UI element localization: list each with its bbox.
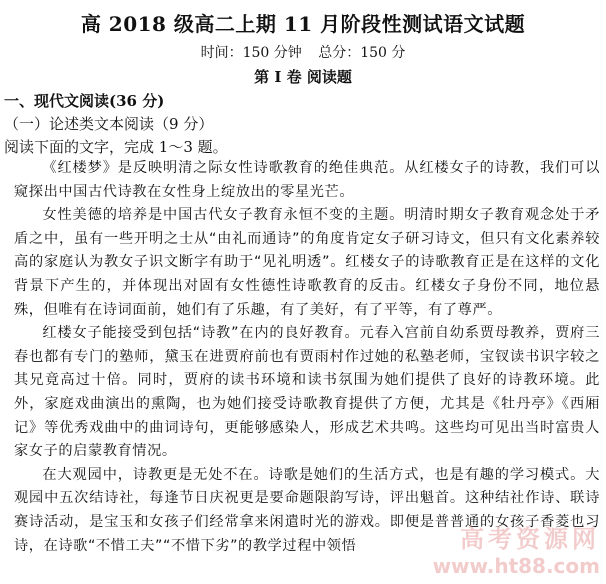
watermark-cn: 高考资源网 [460,525,600,553]
exam-meta [0,42,606,62]
passage-paragraph-1: 《红楼梦》是反映明清之际女性诗歌教育的绝佳典范。从红楼女子的诗教，我们可以窥探出中国古代诗教在女性身上绽放出的零星光芒。 [14,160,600,200]
exam-title: 高 2018 级高二上期 11 月阶段性测试语文试题 [80,12,526,36]
passage-paragraph-2: 女性美德的培养是中国古代女子教育永恒不变的主题。明清时期女子教育观念处于矛盾之中，虽有一些开明之士从“由礼而通诗”的角度肯定女子研习诗文，但只有文化素养较高的家庭认为教女子识文断字有助于“见礼明透”。红楼女子的诗歌教育正是在这样的文化背景下产生的，并体现出对固有女性德性诗歌教育的反击。红楼女子身份不同，地位悬殊，但唯有在诗词面前，她们有了乐趣，有了美好，有了平等，有了尊严。 [14,207,600,318]
volume-heading: 第 I 卷 阅读题 [254,68,352,86]
passage-paragraph-3: 红楼女子能接受到包括“诗教”在内的良好教育。元春入宫前自幼系贾母教养，贾府三春也都有专门的塾师，黛玉在进贾府前也有贾雨村作过她的私塾老师，宝钗读书识字较之其兄竟高过十倍。同时，贾府的读书环境和读书氛围为她们提供了良好的诗教环境。此外，家庭戏曲演出的熏陶，也为她们接受诗歌教育提供了方便，尤其是《牡丹亭》《西厢记》等优秀戏曲中的曲词诗句，更能够感染人，形成艺术共鸣。这些均可见出当时富贵人家女子的启蒙教育情况。 [14,325,600,460]
score-label: 总分：150 分 [318,45,406,61]
time-label: 时间：150 分钟 [200,45,302,61]
reading-passage [14,157,600,558]
reading-instruction: 阅读下面的文字，完成 1～3 题。 [4,138,228,156]
section-heading: 一、现代文阅读(36 分) [4,92,165,110]
subsection-heading: （一）论述类文本阅读（9 分） [4,115,214,133]
passage-paragraph-4: 在大观园中，诗教更是无处不在。诗歌是她们的生活方式，也是有趣的学习模式。大观园中五次结诗社，每逢节日庆祝更是要命题限韵写诗，评出魁首。这种结社作诗、联诗赛诗活动，是宝玉和女孩子们经常拿来闲遣时光的游戏。即便是普普通的女孩子香菱也习诗，在诗歌“不惜工夫”“不惜下劣”的教学过程中领悟 [14,466,600,554]
watermark-url: www.ht88.com [432,554,600,578]
